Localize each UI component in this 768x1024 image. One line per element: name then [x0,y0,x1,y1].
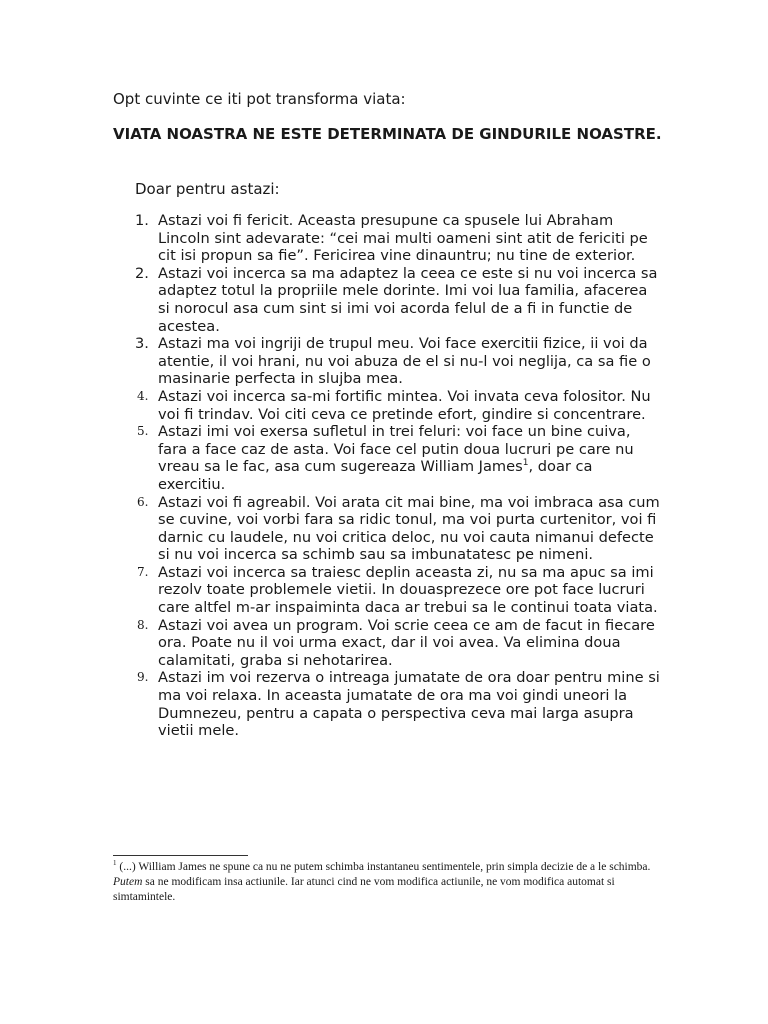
intro-line: Opt cuvinte ce iti pot transforma viata: [113,90,406,108]
footnote [113,860,658,905]
list-number: 5. [137,424,149,439]
list-number: 1. [135,212,149,229]
list-item [130,494,660,564]
list-item-text [158,423,660,493]
footnote-emphasis: Putem [113,876,143,888]
list-number: 6. [137,494,149,509]
list-number: 2. [135,264,149,282]
footnote-reference[interactable]: 1 [522,458,529,469]
list-item-text: Astazi ma voi ingriji de trupul meu. Voi face exercitii fizice, ii voi da atentie, il voi hrani, nu voi abuza de el si nu-l voi neglija, ca sa fie o masinarie perfecta in slujba mea. [158,335,651,388]
footnote-marker: 1 [113,859,117,868]
list-number: 8. [137,617,149,632]
list-item [130,617,660,670]
footnote-separator [113,855,248,856]
list-item [130,335,660,388]
footnote-text-part: (...) William James ne spune ca nu ne putem schimba instantaneu sentimentele, prin simpla decizie de a le schimba. [116,861,651,873]
list-item [130,423,660,493]
list-item-text: Astazi voi fi fericit. Aceasta presupune ca spusele lui Abraham Lincoln sint adevarate: “cei mai multi oameni sint atit de fericiti pe cit isi propun sa fie”. Fericirea vine dinauntru; nu tine de exterior. [158,212,648,265]
list-number: 4. [137,388,149,403]
list-number: 9. [137,670,149,685]
list-item-text: Astazi voi incerca sa ma adaptez la ceea ce este si nu voi incerca sa adaptez totul la propriile mele dorinte. Imi voi lua familia, afacerea si norocul asa cum sint si imi voi acorda felul de a fi in functie de acestea. [158,264,658,335]
list-item-text: Astazi voi fi agreabil. Voi arata cit mai bine, ma voi imbraca asa cum se cuvine, voi vorbi fara sa ridic tonul, ma voi purta curtenitor, voi fi darnic cu laudele, nu voi critica deloc, nu voi cauta nimanui defecte si nu voi incerca sa schimb sau sa imbunatatesc pe nimeni. [158,493,660,564]
resolutions-list [130,212,660,740]
heading: VIATA NOASTRA NE ESTE DETERMINATA DE GINDURILE NOASTRE. [113,125,662,143]
list-item [130,212,660,265]
list-item-text-part: , doar ca exercitiu. [158,458,593,493]
list-item-text-part: Astazi imi voi exersa sufletul in trei feluri: voi face un bine cuiva, fara a face caz de asta. Voi face cel putin doua lucruri pe care nu vreau sa le fac, asa cum sugereaza William James [158,423,634,476]
list-number: 3. [135,335,149,353]
list-item-text: Astazi im voi rezerva o intreaga jumatate de ora doar pentru mine si ma voi relaxa. In aceasta jumatate de ora ma voi gindi uneori la Dumnezeu, pentru a capata o perspectiva ceva mai larga asupra vietii mele. [158,669,660,740]
list-item-text: Astazi voi incerca sa-mi fortific mintea. Voi invata ceva folositor. Nu voi fi trindav. Voi citi ceva ce pretinde efort, gindire si concentrare. [158,387,651,423]
list-item-text: Astazi voi avea un program. Voi scrie ceea ce am de facut in fiecare ora. Poate nu il voi urma exact, dar il voi avea. Va elimina doua calamitati, graba si nehotarirea. [158,616,655,669]
list-item [130,265,660,335]
list-item [130,669,660,739]
footnote-text-part: sa ne modificam insa actiunile. Iar atunci cind ne vom modifica actiunile, ne vom modifica automat si simtamintele. [113,876,615,903]
list-item [130,388,660,423]
list-item-text: Astazi voi incerca sa traiesc deplin aceasta zi, nu sa ma apuc sa imi rezolv toate problemele vietii. In douasprezece ore pot face lucruri care altfel m-ar inspaiminta daca ar trebui sa le continui toata viata. [158,563,658,617]
list-number: 7. [137,564,149,579]
subintro-line: Doar pentru astazi: [135,180,280,198]
list-item [130,564,660,617]
